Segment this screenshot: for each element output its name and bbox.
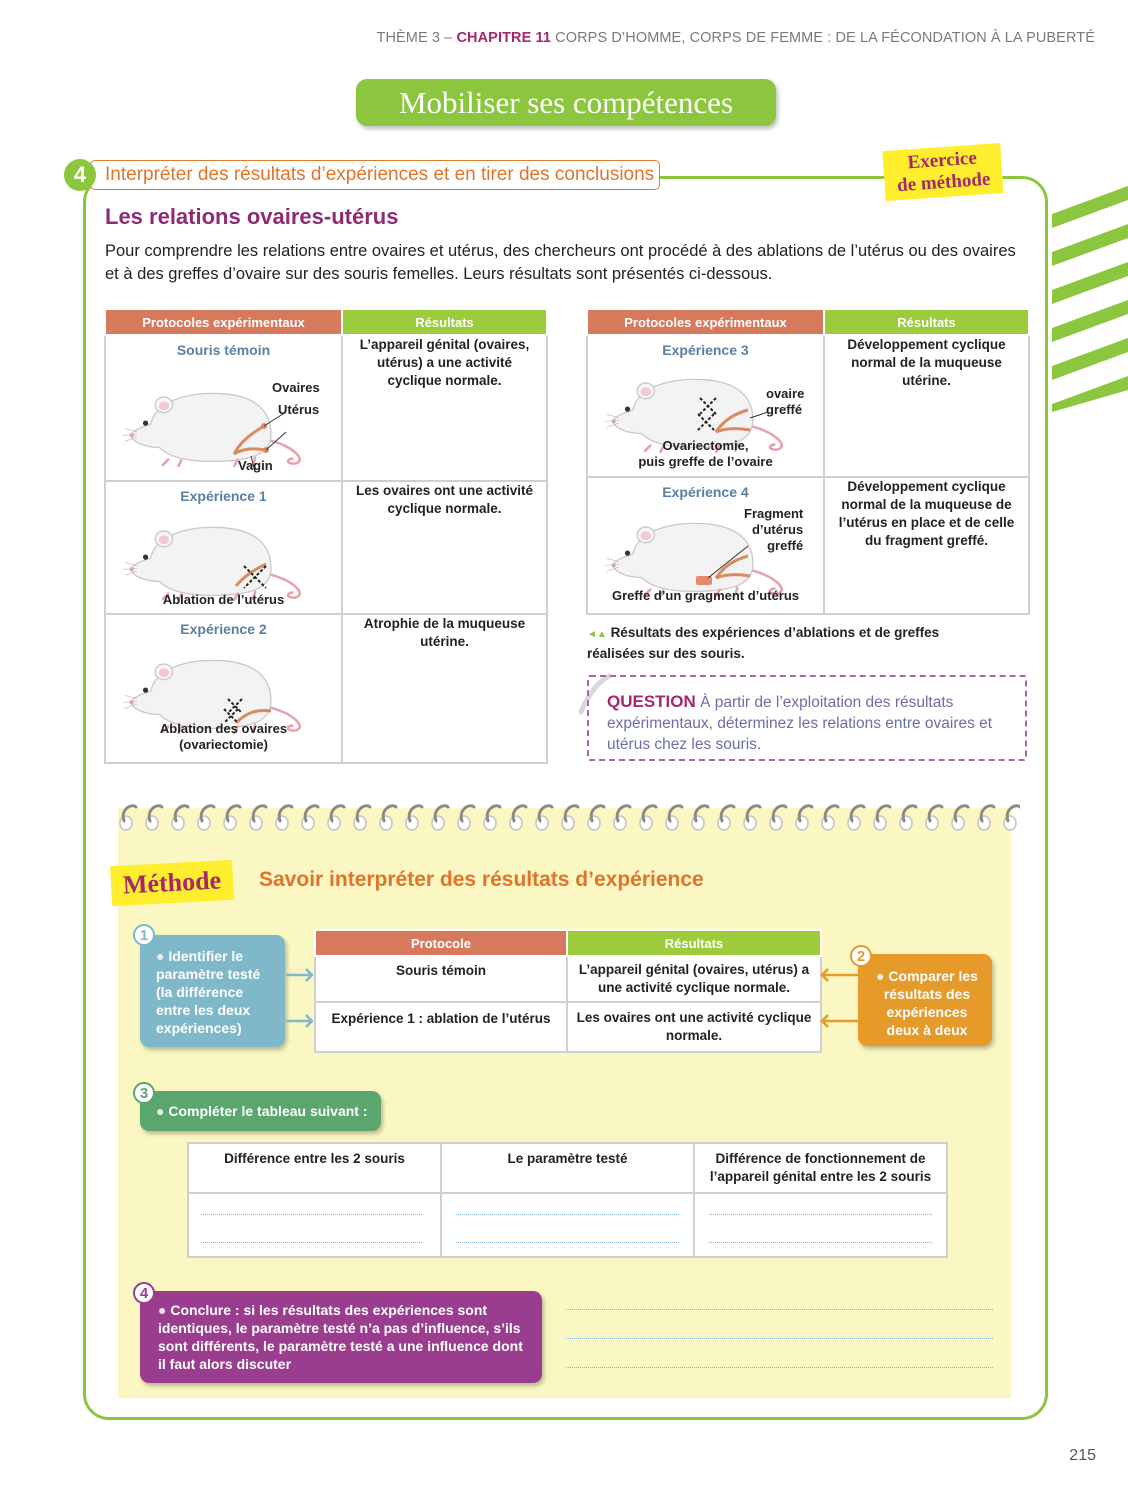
spiral-ring [796,806,812,830]
result-cell-exp4 [824,477,1029,614]
method-protocol-cell: Expérience 1 : ablation de l’utérus [315,1002,567,1052]
label-line-3: greffé [767,538,804,553]
spiral-ring [718,806,734,830]
step-2-number: 2 [850,945,872,967]
protocol-cell-exp2 [105,614,342,763]
protocol-caption [588,438,823,470]
fill-cell[interactable] [694,1193,947,1257]
legend-line-2: réalisées sur des souris. [587,646,745,661]
caption-line-1: Ovariectomie, [662,438,749,453]
label-line-1: ovaire [766,386,805,401]
step-3-number: 3 [133,1082,155,1104]
step-4-box [140,1291,542,1383]
bullet-icon: ● [876,968,885,984]
spiral-ring [302,806,318,830]
spiral-ring [120,806,136,830]
col-header-results: Résultats [824,309,1029,335]
spiral-ring [146,806,162,830]
spiral-ring [536,806,552,830]
spiral-ring [614,806,630,830]
fill-cell[interactable] [441,1193,694,1257]
spiral-ring [458,806,474,830]
theme-label: THÈME 3 – [376,30,457,46]
spiral-ring [770,806,786,830]
spiral-ring [484,806,500,830]
spiral-ring [406,806,422,830]
chapter-title: CORPS D’HOMME, CORPS DE FEMME : DE LA FÉCONDATION À LA PUBERTÉ [551,30,1095,46]
page-number: 215 [1069,1447,1096,1464]
result-text: L’appareil génital (ovaires, utérus) a une activité cyclique normale. [359,337,530,388]
results-table-right [586,308,1030,615]
spiral-ring [380,806,396,830]
step-4-number: 4 [133,1282,155,1304]
col-header-protocols: Protocoles expérimentaux [587,309,824,335]
fill-in-table [187,1142,948,1258]
question-text: À partir de l’exploitation des résultats expérimentaux, déterminez les relations entre ovaires et utérus chez les souris. [607,694,993,753]
protocol-cell-exp4 [587,477,824,614]
exercise-title: Les relations ovaires-utérus [105,204,399,229]
spiral-ring [198,806,214,830]
result-text: Atrophie de la muqueuse utérine. [363,616,526,649]
question-box [587,675,1027,761]
label-uterus: Utérus [278,402,320,417]
spiral-ring [848,806,864,830]
label-fragment-uterus [744,506,803,554]
spiral-ring [692,806,708,830]
result-cell-exp1 [342,481,547,614]
fill-cell[interactable] [188,1193,441,1257]
section-title: Mobiliser ses compétences [356,79,776,126]
exercise-method-tag [882,143,1003,201]
step-2-arrows [816,960,860,1030]
result-text: Développement cyclique normal de la muqueuse utérine. [847,337,1006,388]
spiral-ring [510,806,526,830]
protocol-title: Expérience 2 [180,621,267,637]
label-vagin: Vagin [238,458,273,473]
step-4-text: Conclure : si les résultats des expériences sont identiques, le paramètre testé n’a pas d’influence, s’ils sont différents, le paramètre testé a une influence dont il faut alors discuter [158,1302,523,1372]
results-table-left [104,308,548,764]
col-header-protocol: Protocole [315,930,567,956]
col-header-results: Résultats [567,930,821,956]
protocol-caption [106,721,341,753]
step-2-box [858,954,992,1046]
spiral-ring [640,806,656,830]
fill-col-header-functioning: Différence de fonctionnement de l’appareil génital entre les 2 souris [694,1143,947,1193]
spiral-ring [926,806,942,830]
decorative-stripes [1052,186,1128,412]
spiral-ring [276,806,292,830]
protocol-title: Souris témoin [176,342,271,358]
spiral-ring [562,806,578,830]
step-2-text: Comparer les résultats des expériences deux à deux [883,968,978,1038]
spiral-ring [224,806,240,830]
fill-col-header-parameter: Le paramètre testé [441,1143,694,1193]
protocol-title: Expérience 3 [662,342,749,358]
spiral-ring [978,806,994,830]
step-1-box [140,935,285,1047]
exercise-skill: Interpréter des résultats d’expériences et en tirer des conclusions [90,160,660,190]
label-line-2: greffé [766,402,803,417]
method-table [314,929,822,1053]
spiral-ring [666,806,682,830]
conclusion-line-1[interactable] [566,1309,993,1310]
label-line-1: Fragment [744,506,804,521]
spiral-ring [1004,806,1020,830]
protocol-cell-control [105,335,342,481]
caption-line-1: Ablation des ovaires [159,721,288,736]
legend-triangle-icon: ◄▲ [587,629,607,640]
bullet-icon: ● [156,948,165,964]
step-1-text: Identifier le paramètre testé (la différence entre les deux expériences) [156,948,261,1036]
step-1-arrows [284,960,318,1030]
step-3-text: Compléter le tableau suivant : [164,1103,368,1119]
result-cell-exp2 [342,614,547,763]
protocol-caption: Ablation de l’utérus [162,592,285,607]
spiral-ring [874,806,890,830]
col-header-protocols: Protocoles expérimentaux [105,309,342,335]
spiral-ring [952,806,968,830]
fill-col-header-difference: Différence entre les 2 souris [188,1143,441,1193]
method-result-cell: L’appareil génital (ovaires, utérus) a une activité cyclique normale. [567,956,821,1002]
protocol-title: Expérience 4 [662,484,749,500]
spiral-ring [328,806,344,830]
spiral-ring [354,806,370,830]
spiral-ring [822,806,838,830]
protocol-cell-exp3 [587,335,824,477]
step-1-number: 1 [133,924,155,946]
running-head [376,30,1095,46]
exercise-number: 4 [64,159,96,191]
figure-legend [587,623,1007,663]
spiral-ring [588,806,604,830]
method-result-cell: Les ovaires ont une activité cyclique normale. [567,1002,821,1052]
spiral-ring [250,806,266,830]
method-title: Savoir interpréter des résultats d’expérience [259,868,704,891]
tag-line-2: de méthode [896,168,992,197]
result-cell-control [342,335,547,481]
col-header-results: Résultats [342,309,547,335]
step-3-box [140,1091,381,1131]
result-cell-exp3 [824,335,1029,477]
protocol-cell-exp1 [105,481,342,614]
protocol-caption: Greffe d’un gragment d’utérus [611,588,800,603]
bullet-icon: ● [158,1302,167,1318]
question-label: QUESTION [607,692,696,711]
label-ovaire-greffe [766,386,804,418]
notebook-spirals [110,797,1020,835]
result-text: Développement cyclique normal de la muqueuse de l’utérus en place et de celle du fragment greffé. [838,479,1015,548]
method-tag: Méthode [110,860,234,906]
spiral-ring [172,806,188,830]
conclusion-line-2[interactable] [566,1338,993,1339]
bullet-icon: ● [156,1103,165,1119]
spiral-ring [432,806,448,830]
caption-line-2: (ovariectomie) [179,737,268,752]
label-ovaires: Ovaires [272,380,320,395]
legend-line-1: Résultats des expériences d’ablations et de greffes [610,625,940,640]
exercise-intro: Pour comprendre les relations entre ovaires et utérus, des chercheurs ont procédé à des ablations de l’utérus ou des ovaires et à des greffes d’ovaire sur des souris femelles. Leurs résultats sont présentés ci-dessous. [105,242,1016,283]
caption-line-2: puis greffe de l’ovaire [638,454,773,469]
method-protocol-cell: Souris témoin [315,956,567,1002]
protocol-title: Expérience 1 [180,488,267,504]
tag-line-1: Exercice [906,147,978,174]
spiral-ring [900,806,916,830]
spiral-ring [744,806,760,830]
chapter-label: CHAPITRE 11 [456,30,552,46]
result-text: Les ovaires ont une activité cyclique normale. [355,483,534,516]
conclusion-line-3[interactable] [566,1367,993,1368]
label-line-2: d’utérus [751,522,804,537]
